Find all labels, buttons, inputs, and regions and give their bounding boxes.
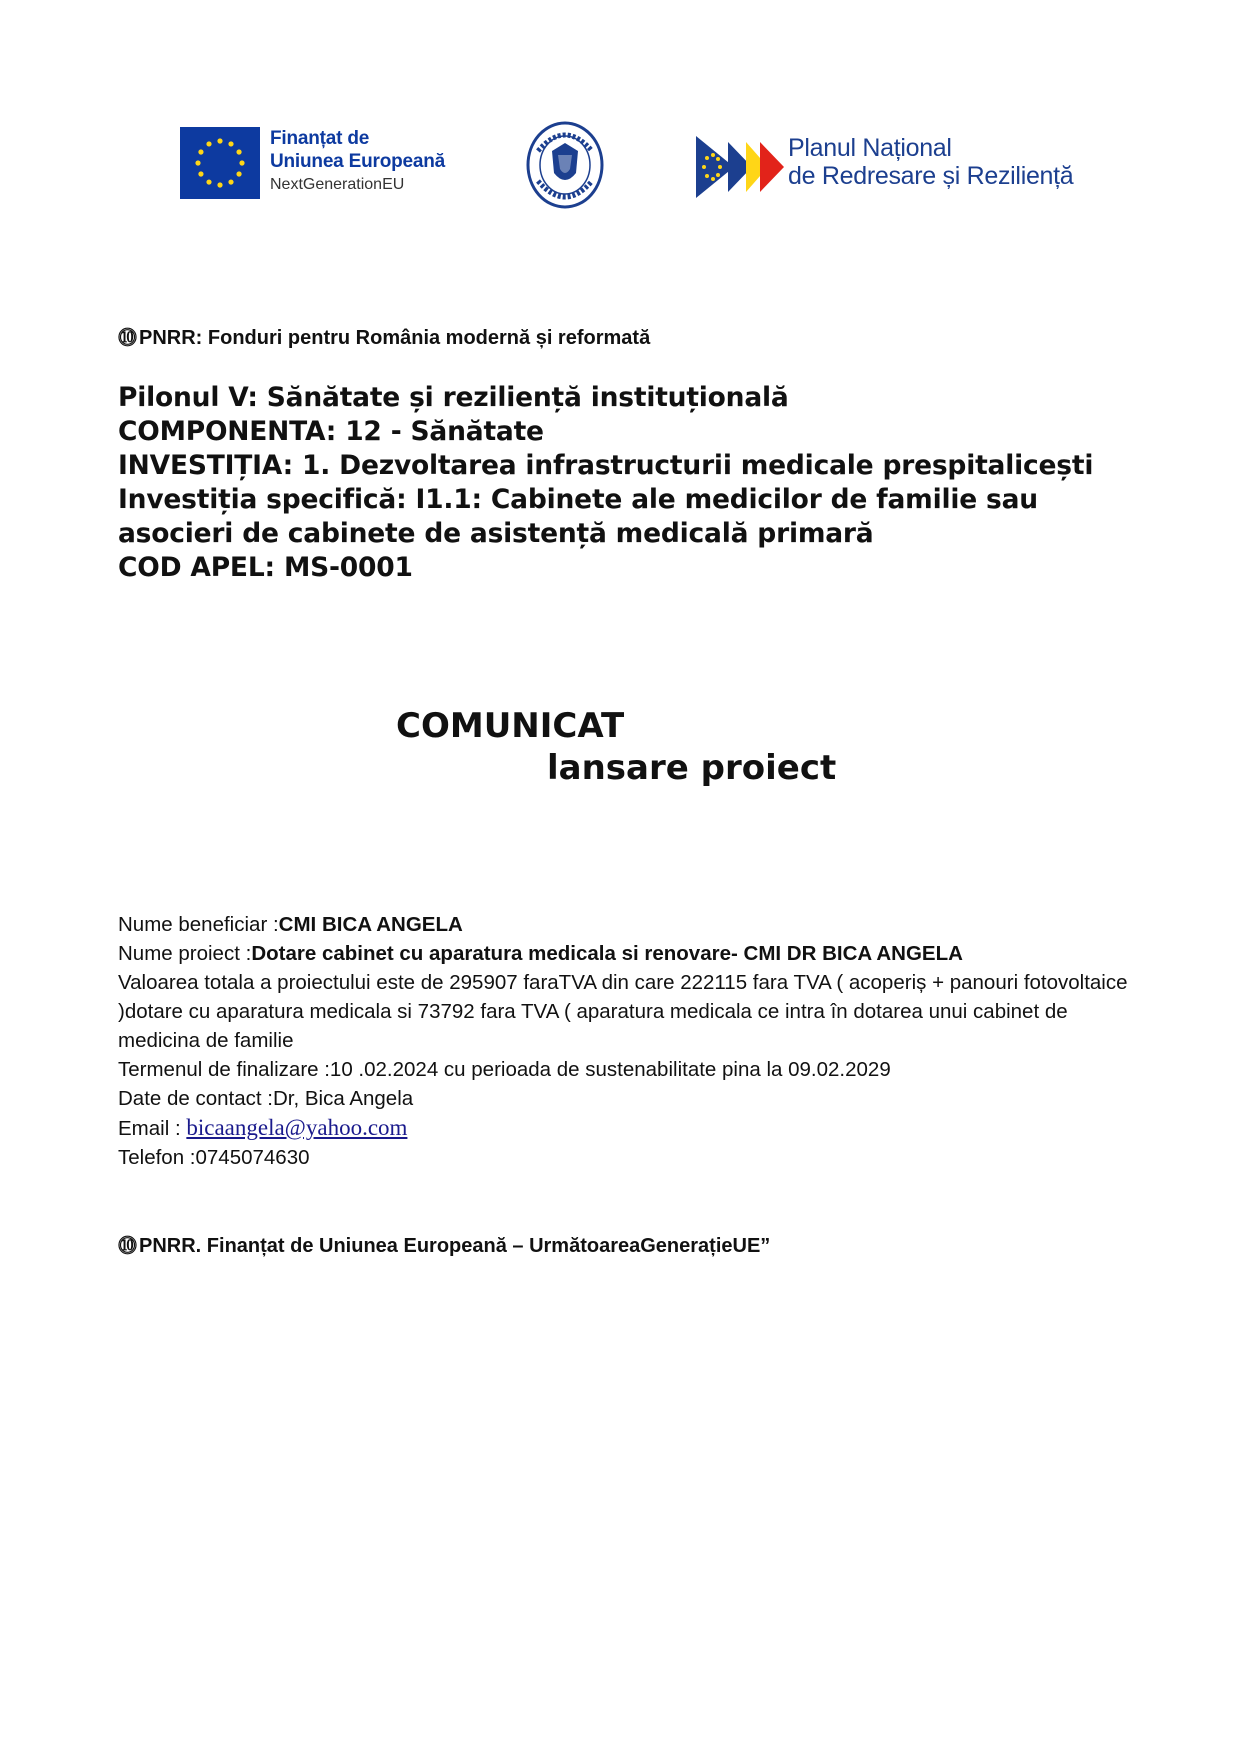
eu-star [239,160,244,165]
pnrr-logo-line2: de Redresare și Reziliență [788,162,1074,190]
program-info [118,381,1093,585]
eu-star [228,179,233,184]
contact-row: Date de contact :Dr, Bica Angela [118,1087,414,1110]
beneficiar-row [118,910,1128,939]
investitia-specifica-line2: asocieri de cabinete de asistență medicală primară [118,518,874,549]
pnrr-logo [696,134,1076,204]
eu-logo-line2: Uniunea Europeană [270,151,446,172]
pnrr-logo-line1: Planul Național [788,134,952,162]
eu-logo-line1: Finanțat de [270,128,370,149]
footer-glyph: ⓾ [118,1236,138,1257]
email-row [118,1113,1128,1143]
investitia-line: INVESTIȚIA: 1. Dezvoltarea infrastructurii medicale prespitalicești [118,450,1094,481]
eu-star [198,149,203,154]
beneficiar-value: CMI BICA ANGELA [278,913,463,936]
email-link[interactable]: bicaangela@yahoo.com [186,1115,408,1140]
pilon-line: Pilonul V: Sănătate și reziliență instituțională [118,382,789,413]
pnrr-heading-glyph: ⓾ [118,328,138,349]
government-seal-icon [526,121,604,209]
pnrr-heading [118,323,650,350]
title-comunicat: COMUNICAT [396,706,625,746]
eu-star [217,182,222,187]
telefon-row: Telefon :0745074630 [118,1146,310,1169]
eu-star [195,160,200,165]
eu-star [217,138,222,143]
proiect-row [118,939,1128,968]
proiect-value: Dotare cabinet cu aparatura medicala si renovare- CMI DR BICA ANGELA [251,942,963,965]
beneficiar-label: Nume beneficiar : [118,913,279,936]
eu-star [228,141,233,146]
eu-flag-icon [180,127,260,199]
componenta-line: COMPONENTA: 12 - Sănătate [118,416,544,447]
proiect-label: Nume proiect : [118,942,252,965]
pnrr-arrows-icon [696,136,784,203]
termen-row: Termenul de finalizare :10 .02.2024 cu perioada de sustenabilitate pina la 09.02.2029 [118,1058,891,1081]
eu-funding-logo [180,127,450,201]
eu-star [206,141,211,146]
cod-apel-line: COD APEL: MS-0001 [118,552,413,583]
investitia-specifica-line1: Investiția specifică: I1.1: Cabinete ale medicilor de familie sau [118,484,1038,515]
email-label: Email : [118,1117,187,1140]
title-lansare-proiect: lansare proiect [547,748,837,788]
eu-star [236,171,241,176]
footer-text: PNRR. Finanțat de Uniunea Europeană – UrmătoareaGenerațieUE” [139,1235,771,1257]
pnrr-heading-text: PNRR: Fonduri pentru România modernă și reformată [139,327,651,349]
project-details [118,910,1128,1172]
eu-star [198,171,203,176]
footer-funding-note [118,1231,770,1258]
eu-star [236,149,241,154]
valoare-paragraph: Valoarea totala a proiectului este de 295907 faraTVA din care 222115 fara TVA ( acoperiș + panouri fotovoltaice )dotare cu aparatura medicala si 73792 fara TVA ( aparatura medicala ce intra în dotarea unui cabinet de medicina de familie [118,971,1128,1052]
eu-star [206,179,211,184]
eu-logo-line3: NextGenerationEU [270,176,405,193]
